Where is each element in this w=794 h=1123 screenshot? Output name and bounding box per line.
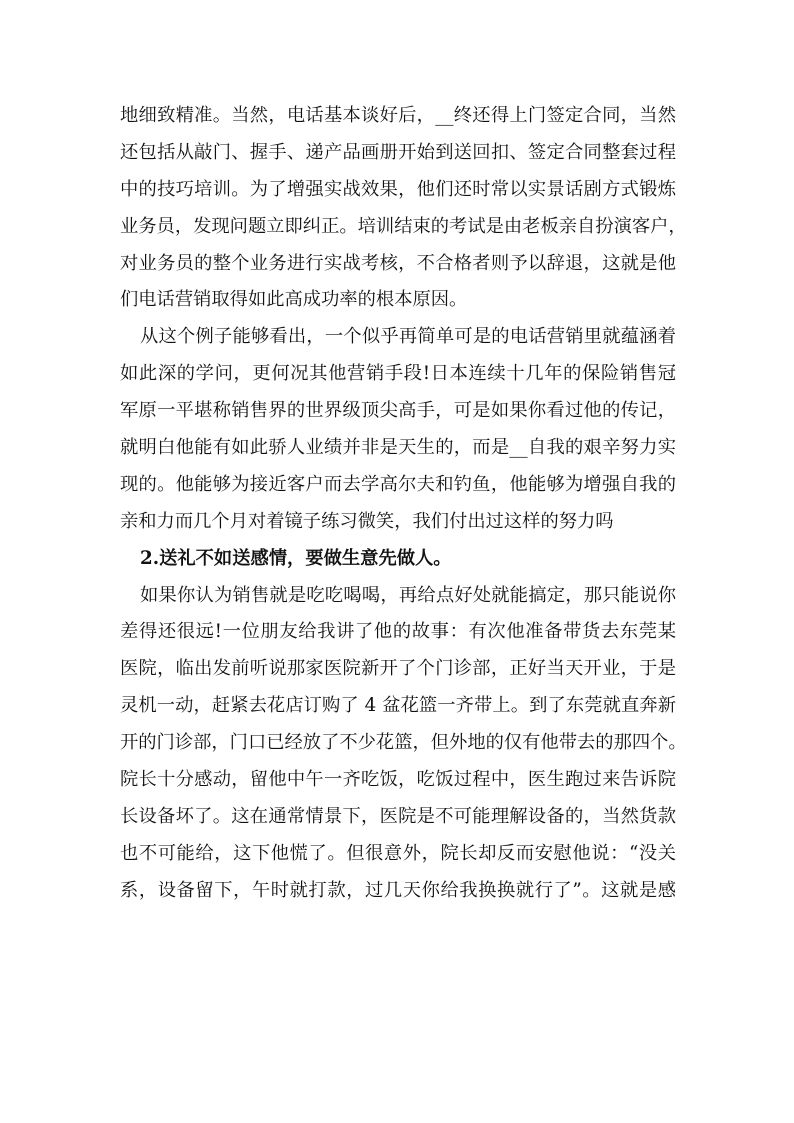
- text-line: 如此深的学问，更何况其他营销手段!日本连续十几年的保险销售冠: [120, 363, 676, 385]
- text-line: 差得还很远!一位朋友给我讲了他的故事：有次他准备带货去东莞某: [120, 621, 676, 643]
- text-line: 也不可能给，这下他慌了。但很意外，院长却反而安慰他说：“没关: [120, 842, 676, 864]
- text-line: 系，设备留下，午时就打款，过几天你给我换换就行了”。这就是感: [120, 879, 676, 901]
- text-line: 就明白他能有如此骄人业绩并非是天生的，而是__自我的艰辛努力实: [120, 437, 676, 459]
- text-line: 医院，临出发前听说那家医院新开了个门诊部，正好当天开业，于是: [120, 658, 676, 680]
- paragraph-first-line: 从这个例子能够看出，一个似乎再简单可是的电话营销里就蕴涵着: [140, 326, 676, 348]
- text-line: 开的门诊部，门口已经放了不少花篮，但外地的仅有他带去的那四个。: [120, 732, 687, 754]
- text-line: 军原一平堪称销售界的世界级顶尖高手，可是如果你看过他的传记，: [120, 400, 676, 422]
- text-line: 灵机一动，赶紧去花店订购了 4 盆花篮一齐带上。到了东莞就直奔新: [120, 695, 676, 717]
- text-line: 院长十分感动，留他中午一齐吃饭，吃饭过程中，医生跑过来告诉院: [120, 769, 676, 791]
- paragraph-first-line: 如果你认为销售就是吃吃喝喝，再给点好处就能搞定，那只能说你: [140, 584, 676, 606]
- text-line: 长设备坏了。这在通常情景下，医院是不可能理解设备的，当然货款: [120, 805, 676, 827]
- text-line: 中的技巧培训。为了增强实战效果，他们还时常以实景话剧方式锻炼: [120, 178, 676, 200]
- text-line: 们电话营销取得如此高成功率的根本原因。: [120, 289, 468, 311]
- text-line: 亲和力而几个月对着镜子练习微笑，我们付出过这样的努力吗: [120, 510, 614, 532]
- text-line: 还包括从敲门、握手、递产品画册开始到送回扣、签定合同整套过程: [120, 141, 676, 163]
- document-page: [120, 98, 687, 910]
- section-heading: 2.送礼不如送感情，要做生意先做人。: [140, 547, 452, 569]
- text-line: 对业务员的整个业务进行实战考核，不合格者则予以辞退，这就是他: [120, 252, 676, 274]
- text-line: 现的。他能够为接近客户而去学高尔夫和钓鱼，他能够为增强自我的: [120, 473, 676, 495]
- text-line: 地细致精准。当然，电话基本谈好后，__终还得上门签定合同，当然: [120, 105, 676, 126]
- text-line: 业务员，发现问题立即纠正。培训结束的考试是由老板亲自扮演客户，: [120, 215, 687, 237]
